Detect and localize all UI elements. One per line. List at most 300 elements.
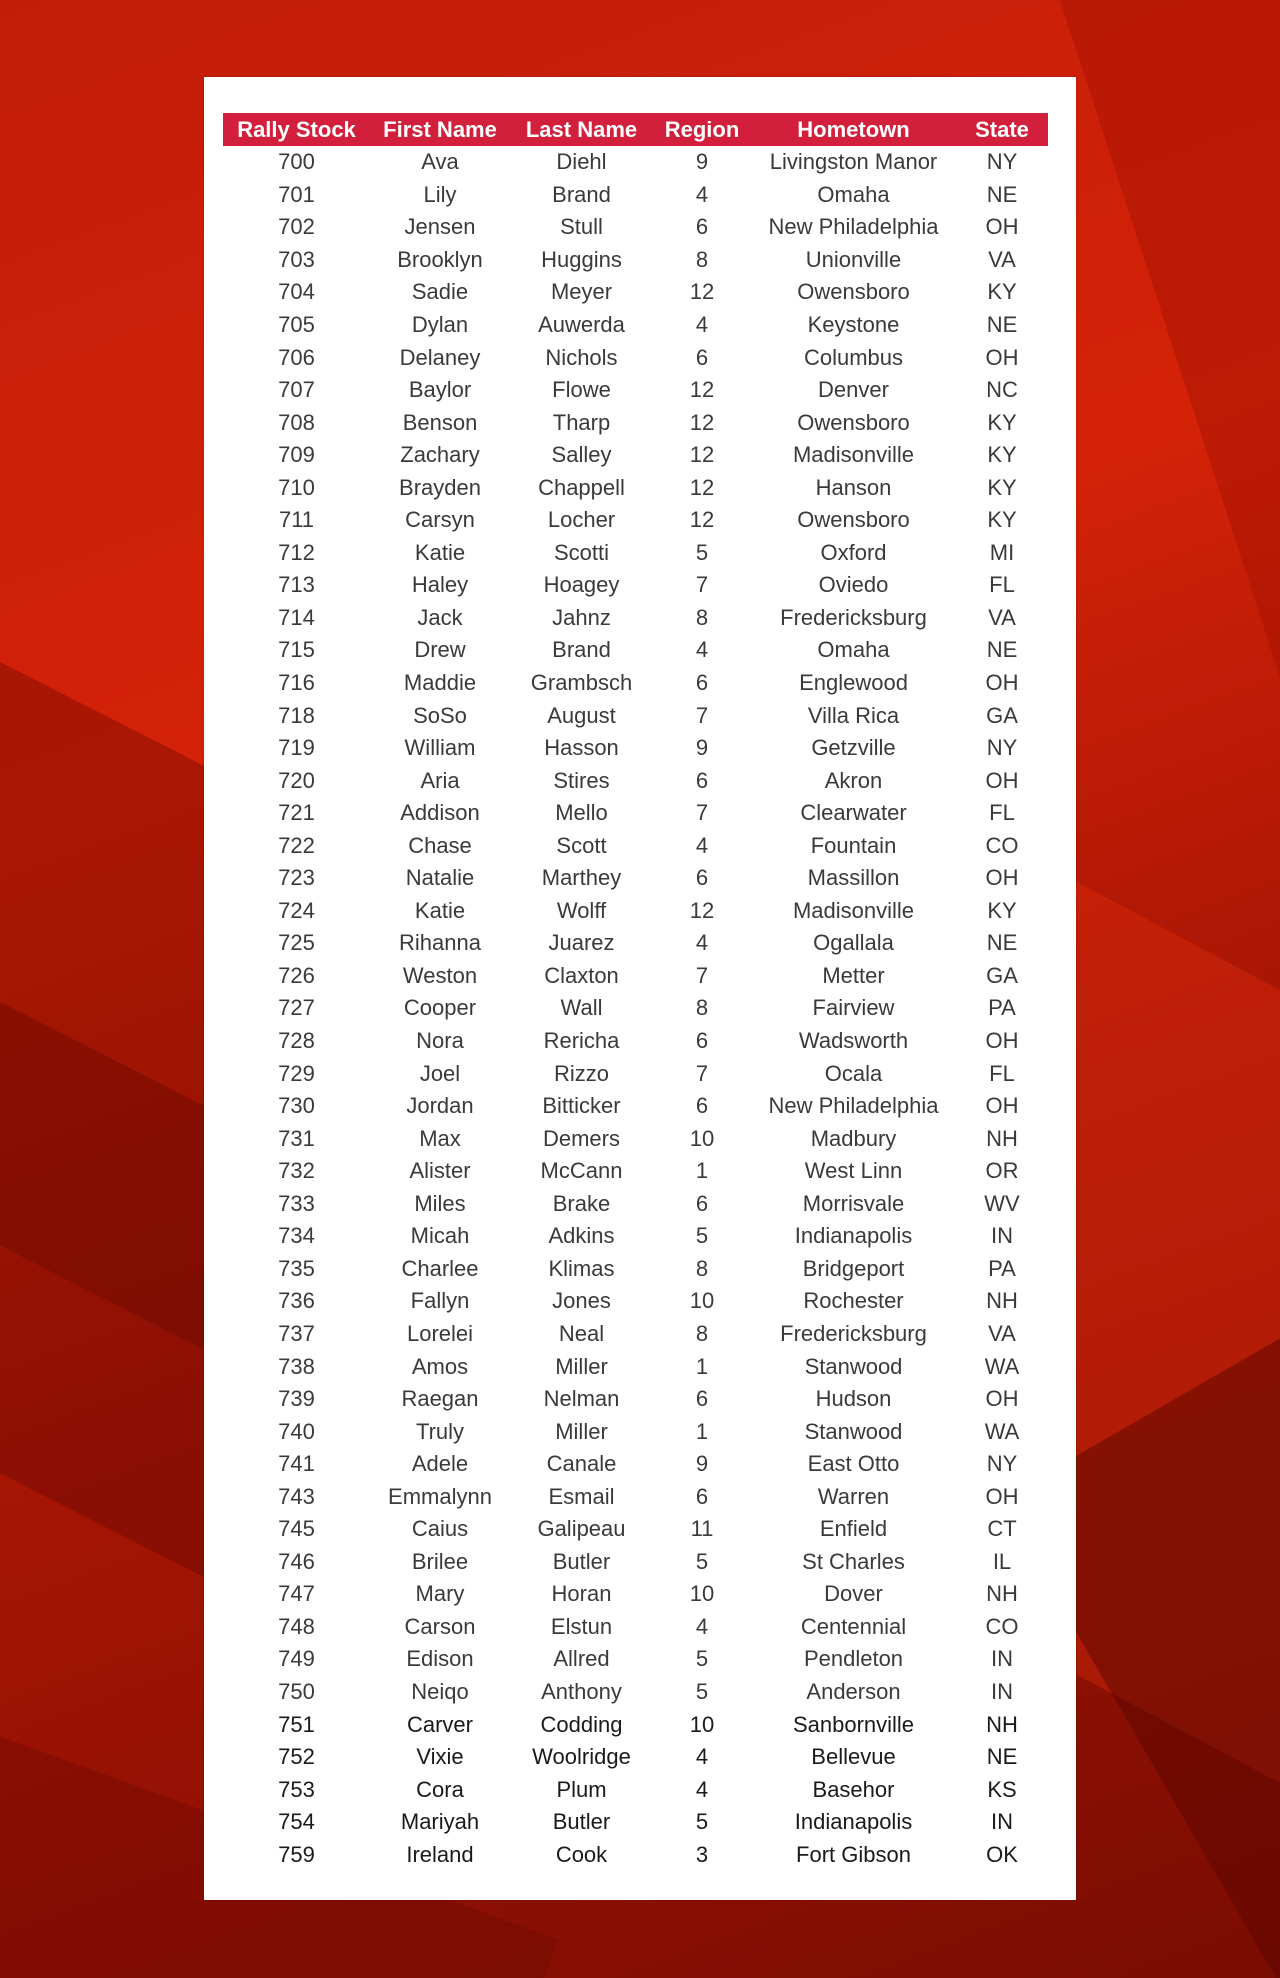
cell-hometown: St Charles — [802, 1548, 905, 1574]
cell-first-name: Maddie — [403, 670, 477, 696]
cell-rally-stock: 733 — [278, 1190, 315, 1216]
cell-rally-stock: 702 — [278, 214, 315, 240]
cell-last-name: Brake — [552, 1190, 611, 1216]
cell-region: 5 — [695, 1646, 709, 1672]
table-row — [223, 1708, 1048, 1741]
cell-region: 4 — [695, 930, 709, 956]
cell-last-name: Stull — [560, 214, 603, 240]
cell-region: 9 — [695, 1451, 709, 1477]
cell-rally-stock: 728 — [278, 1028, 315, 1054]
cell-last-name: Claxton — [544, 962, 619, 988]
cell-hometown: Wadsworth — [798, 1028, 909, 1054]
table-row — [223, 341, 1048, 374]
cell-region: 10 — [689, 1581, 715, 1607]
cell-state: OH — [985, 1483, 1019, 1509]
cell-hometown: Madbury — [810, 1125, 897, 1151]
cell-last-name: Locher — [547, 507, 616, 533]
cell-first-name: Carsyn — [405, 507, 475, 533]
cell-region: 4 — [695, 1744, 709, 1770]
cell-first-name: Mariyah — [400, 1809, 480, 1835]
cell-state: GA — [986, 962, 1018, 988]
cell-rally-stock: 711 — [278, 507, 315, 533]
cell-region: 6 — [695, 1190, 709, 1216]
cell-region: 8 — [695, 995, 709, 1021]
cell-state: NY — [986, 1451, 1018, 1477]
cell-rally-stock: 732 — [278, 1158, 315, 1184]
cell-region: 12 — [689, 409, 715, 435]
table-row — [223, 1155, 1048, 1188]
cell-region: 9 — [695, 735, 709, 761]
cell-rally-stock: 731 — [278, 1125, 315, 1151]
cell-hometown: Englewood — [799, 670, 908, 696]
cell-hometown: Madisonville — [792, 897, 915, 923]
cell-first-name: Aria — [420, 767, 460, 793]
table-row — [223, 1122, 1048, 1155]
cell-hometown: Fredericksburg — [780, 604, 927, 630]
cell-state: NY — [986, 149, 1018, 175]
cell-last-name: Canale — [546, 1451, 617, 1477]
cell-region: 6 — [695, 344, 709, 370]
cell-region: 3 — [695, 1841, 709, 1867]
cell-state: VA — [988, 246, 1016, 272]
cell-hometown: Ocala — [824, 1060, 883, 1086]
cell-hometown: Stanwood — [804, 1353, 903, 1379]
table-row — [223, 1253, 1048, 1286]
table-row — [223, 927, 1048, 960]
cell-first-name: Lorelei — [406, 1320, 474, 1346]
cell-last-name: Miller — [555, 1418, 608, 1444]
cell-first-name: Cora — [416, 1776, 464, 1802]
cell-hometown: Stanwood — [804, 1418, 903, 1444]
cell-last-name: Huggins — [541, 246, 622, 272]
table-row — [223, 179, 1048, 212]
cell-last-name: Nelman — [543, 1386, 620, 1412]
cell-state: KS — [987, 1776, 1017, 1802]
cell-state: NE — [986, 930, 1018, 956]
cell-last-name: Wall — [560, 995, 603, 1021]
cell-state: WA — [984, 1353, 1020, 1379]
table-row — [223, 1350, 1048, 1383]
cell-first-name: Delaney — [399, 344, 481, 370]
cell-rally-stock: 745 — [278, 1516, 315, 1542]
cell-last-name: Mello — [555, 800, 608, 826]
cell-state: NE — [986, 1744, 1018, 1770]
cell-last-name: August — [547, 702, 616, 728]
cell-last-name: Adkins — [548, 1223, 615, 1249]
cell-last-name: Rericha — [543, 1028, 620, 1054]
cell-state: NE — [986, 637, 1018, 663]
cell-last-name: Brand — [552, 637, 611, 663]
cell-first-name: Adele — [411, 1451, 469, 1477]
cell-rally-stock: 746 — [278, 1548, 315, 1574]
cell-hometown: Owensboro — [797, 507, 910, 533]
cell-region: 10 — [689, 1125, 715, 1151]
cell-hometown: Unionville — [805, 246, 902, 272]
cell-last-name: Tharp — [552, 409, 611, 435]
cell-first-name: Jordan — [406, 1093, 474, 1119]
cell-hometown: Indianapolis — [794, 1809, 913, 1835]
cell-hometown: Centennial — [800, 1613, 907, 1639]
cell-first-name: Carver — [406, 1711, 473, 1737]
cell-rally-stock: 720 — [278, 767, 315, 793]
cell-last-name: Jones — [552, 1288, 611, 1314]
cell-region: 6 — [695, 1483, 709, 1509]
cell-last-name: Jahnz — [552, 604, 611, 630]
table-row — [223, 667, 1048, 700]
cell-hometown: Fredericksburg — [780, 1320, 927, 1346]
cell-last-name: Wolff — [556, 897, 607, 923]
cell-last-name: Scotti — [553, 539, 610, 565]
cell-region: 5 — [695, 1809, 709, 1835]
table-row — [223, 992, 1048, 1025]
cell-last-name: Scott — [556, 832, 607, 858]
cell-first-name: Carson — [404, 1613, 476, 1639]
cell-rally-stock: 707 — [278, 377, 315, 403]
table-row — [223, 1318, 1048, 1351]
column-header-first-name: First Name — [370, 113, 510, 146]
cell-last-name: Hasson — [544, 735, 619, 761]
cell-rally-stock: 729 — [278, 1060, 315, 1086]
cell-region: 1 — [695, 1353, 709, 1379]
cell-rally-stock: 722 — [278, 832, 315, 858]
cell-first-name: Micah — [410, 1223, 470, 1249]
roster-card — [204, 77, 1076, 1900]
cell-hometown: Ogallala — [813, 930, 894, 956]
table-row — [223, 504, 1048, 537]
cell-region: 1 — [695, 1418, 709, 1444]
cell-rally-stock: 712 — [278, 539, 315, 565]
table-row — [223, 1383, 1048, 1416]
cell-region: 6 — [695, 214, 709, 240]
cell-first-name: Nora — [416, 1028, 464, 1054]
cell-rally-stock: 703 — [278, 246, 315, 272]
cell-hometown: New Philadelphia — [768, 214, 939, 240]
cell-hometown: Owensboro — [797, 279, 910, 305]
table-row — [223, 1513, 1048, 1546]
table-row — [223, 1480, 1048, 1513]
cell-region: 10 — [689, 1711, 715, 1737]
cell-rally-stock: 716 — [278, 670, 315, 696]
cell-first-name: SoSo — [413, 702, 467, 728]
cell-first-name: Lily — [423, 181, 457, 207]
cell-last-name: Juarez — [548, 930, 615, 956]
cell-region: 5 — [695, 1678, 709, 1704]
cell-rally-stock: 713 — [278, 572, 315, 598]
cell-first-name: Baylor — [408, 377, 472, 403]
cell-first-name: Natalie — [405, 865, 475, 891]
cell-first-name: Brilee — [411, 1548, 469, 1574]
cell-rally-stock: 724 — [278, 897, 315, 923]
table-row — [223, 1057, 1048, 1090]
cell-region: 12 — [689, 474, 715, 500]
cell-region: 4 — [695, 637, 709, 663]
cell-state: KY — [987, 897, 1017, 923]
table-row — [223, 1090, 1048, 1123]
cell-rally-stock: 723 — [278, 865, 315, 891]
table-row — [223, 439, 1048, 472]
cell-rally-stock: 718 — [278, 702, 315, 728]
cell-hometown: Clearwater — [800, 800, 907, 826]
cell-hometown: Oviedo — [818, 572, 889, 598]
table-header — [223, 113, 1048, 146]
table-row — [223, 244, 1048, 277]
cell-rally-stock: 740 — [278, 1418, 315, 1444]
cell-rally-stock: 727 — [278, 995, 315, 1021]
cell-rally-stock: 759 — [278, 1841, 315, 1867]
cell-region: 10 — [689, 1288, 715, 1314]
cell-state: NH — [986, 1288, 1018, 1314]
cell-last-name: Salley — [551, 442, 612, 468]
cell-region: 8 — [695, 246, 709, 272]
table-row — [223, 732, 1048, 765]
cell-state: OR — [985, 1158, 1019, 1184]
column-header-hometown: Hometown — [751, 113, 956, 146]
table-row — [223, 1806, 1048, 1839]
cell-last-name: Neal — [558, 1320, 605, 1346]
cell-first-name: Jensen — [404, 214, 476, 240]
column-header-region: Region — [653, 113, 751, 146]
table-row — [223, 1415, 1048, 1448]
cell-rally-stock: 701 — [278, 181, 315, 207]
table-row — [223, 862, 1048, 895]
cell-rally-stock: 747 — [278, 1581, 315, 1607]
cell-first-name: Ireland — [406, 1841, 474, 1867]
cell-first-name: Truly — [415, 1418, 465, 1444]
cell-region: 1 — [695, 1158, 709, 1184]
cell-region: 4 — [695, 312, 709, 337]
cell-first-name: Rihanna — [399, 930, 481, 956]
cell-last-name: Grambsch — [530, 670, 633, 696]
cell-state: KY — [987, 409, 1017, 435]
cell-last-name: Meyer — [550, 279, 613, 305]
cell-state: MI — [989, 539, 1015, 565]
cell-first-name: Alister — [409, 1158, 471, 1184]
table-row — [223, 1676, 1048, 1709]
cell-first-name: Jack — [417, 604, 463, 630]
cell-rally-stock: 700 — [278, 149, 315, 175]
cell-region: 6 — [695, 1386, 709, 1412]
cell-region: 4 — [695, 1776, 709, 1802]
cell-region: 7 — [695, 1060, 709, 1086]
column-header-rally-stock: Rally Stock — [223, 113, 370, 146]
table-row — [223, 276, 1048, 309]
cell-hometown: Basehor — [812, 1776, 895, 1802]
cell-region: 6 — [695, 1028, 709, 1054]
cell-region: 7 — [695, 702, 709, 728]
cell-first-name: Weston — [402, 962, 478, 988]
table-body — [223, 146, 1048, 1871]
cell-hometown: Bridgeport — [802, 1255, 905, 1281]
table-row — [223, 1448, 1048, 1481]
cell-first-name: Joel — [419, 1060, 461, 1086]
cell-state: NH — [986, 1581, 1018, 1607]
cell-first-name: Edison — [406, 1646, 474, 1672]
cell-rally-stock: 753 — [278, 1776, 315, 1802]
cell-region: 6 — [695, 670, 709, 696]
cell-state: IN — [991, 1646, 1013, 1672]
cell-first-name: Ava — [421, 149, 459, 175]
table-row — [223, 764, 1048, 797]
cell-hometown: Getzville — [811, 735, 896, 761]
cell-hometown: Madisonville — [792, 442, 915, 468]
cell-rally-stock: 741 — [278, 1451, 315, 1477]
cell-region: 4 — [695, 1613, 709, 1639]
table-row — [223, 471, 1048, 504]
cell-first-name: Neiqo — [411, 1678, 469, 1704]
cell-hometown: Omaha — [817, 637, 890, 663]
cell-last-name: Demers — [542, 1125, 620, 1151]
cell-last-name: Butler — [552, 1809, 611, 1835]
cell-hometown: Metter — [822, 962, 885, 988]
cell-last-name: Horan — [551, 1581, 612, 1607]
cell-first-name: Zachary — [400, 442, 480, 468]
cell-last-name: Bitticker — [542, 1093, 621, 1119]
cell-rally-stock: 730 — [278, 1093, 315, 1119]
cell-last-name: Woolridge — [532, 1744, 631, 1770]
table-row — [223, 1220, 1048, 1253]
cell-last-name: Rizzo — [553, 1060, 609, 1086]
cell-last-name: Plum — [556, 1776, 607, 1802]
cell-rally-stock: 719 — [278, 735, 315, 761]
cell-state: IL — [992, 1548, 1012, 1574]
cell-first-name: Cooper — [403, 995, 477, 1021]
cell-first-name: Sadie — [411, 279, 469, 305]
cell-first-name: Dylan — [411, 312, 469, 337]
table-row — [223, 1741, 1048, 1774]
cell-last-name: Auwerda — [538, 312, 625, 337]
cell-hometown: Hudson — [815, 1386, 892, 1412]
cell-state: GA — [986, 702, 1018, 728]
cell-hometown: Enfield — [819, 1516, 888, 1542]
cell-state: CT — [987, 1516, 1017, 1542]
table-row — [223, 211, 1048, 244]
cell-region: 12 — [689, 507, 715, 533]
cell-state: FL — [989, 1060, 1015, 1086]
cell-rally-stock: 751 — [278, 1711, 315, 1737]
cell-first-name: Brayden — [399, 474, 481, 500]
cell-first-name: Katie — [414, 539, 466, 565]
cell-region: 8 — [695, 604, 709, 630]
cell-rally-stock: 750 — [278, 1678, 315, 1704]
cell-first-name: Vixie — [416, 1744, 464, 1770]
cell-region: 6 — [695, 865, 709, 891]
cell-last-name: Cook — [555, 1841, 608, 1867]
cell-hometown: East Otto — [807, 1451, 900, 1477]
cell-rally-stock: 738 — [278, 1353, 315, 1379]
cell-state: NC — [986, 377, 1018, 403]
cell-hometown: Rochester — [803, 1288, 904, 1314]
cell-first-name: Benson — [402, 409, 478, 435]
cell-hometown: Sanbornville — [792, 1711, 915, 1737]
cell-rally-stock: 752 — [278, 1744, 315, 1770]
cell-rally-stock: 704 — [278, 279, 315, 305]
cell-hometown: West Linn — [804, 1158, 903, 1184]
cell-state: OH — [985, 214, 1019, 240]
cell-rally-stock: 705 — [278, 312, 315, 337]
cell-first-name: Caius — [411, 1516, 469, 1542]
cell-hometown: Indianapolis — [794, 1223, 913, 1249]
cell-first-name: Charlee — [401, 1255, 479, 1281]
cell-hometown: Morrisvale — [802, 1190, 905, 1216]
cell-region: 4 — [695, 181, 709, 207]
cell-last-name: Elstun — [550, 1613, 613, 1639]
cell-state: OH — [985, 1386, 1019, 1412]
table-row — [223, 1546, 1048, 1579]
cell-rally-stock: 709 — [278, 442, 315, 468]
table-row — [223, 960, 1048, 993]
cell-hometown: New Philadelphia — [768, 1093, 939, 1119]
cell-rally-stock: 708 — [278, 409, 315, 435]
cell-state: IN — [991, 1223, 1013, 1249]
table-row — [223, 374, 1048, 407]
cell-hometown: Omaha — [817, 181, 890, 207]
cell-region: 8 — [695, 1255, 709, 1281]
cell-region: 6 — [695, 1093, 709, 1119]
table-row — [223, 829, 1048, 862]
cell-region: 5 — [695, 1548, 709, 1574]
cell-state: VA — [988, 1320, 1016, 1346]
cell-rally-stock: 735 — [278, 1255, 315, 1281]
cell-first-name: Max — [419, 1125, 461, 1151]
cell-last-name: Codding — [540, 1711, 623, 1737]
cell-last-name: Chappell — [538, 474, 625, 500]
cell-region: 7 — [695, 572, 709, 598]
cell-state: KY — [987, 279, 1017, 305]
cell-state: OK — [986, 1841, 1018, 1867]
cell-last-name: Marthey — [541, 865, 622, 891]
table-row — [223, 537, 1048, 570]
cell-state: PA — [988, 1255, 1016, 1281]
cell-hometown: Hanson — [815, 474, 892, 500]
table-row — [223, 895, 1048, 928]
cell-region: 4 — [695, 832, 709, 858]
cell-state: OH — [985, 865, 1019, 891]
cell-rally-stock: 710 — [278, 474, 315, 500]
cell-region: 12 — [689, 279, 715, 305]
cell-hometown: Keystone — [807, 312, 900, 337]
cell-state: WA — [984, 1418, 1020, 1444]
table-row — [223, 1643, 1048, 1676]
table-row — [223, 1838, 1048, 1871]
cell-rally-stock: 736 — [278, 1288, 315, 1314]
cell-state: NY — [986, 735, 1018, 761]
cell-state: OH — [985, 1028, 1019, 1054]
cell-region: 6 — [695, 767, 709, 793]
table-row — [223, 1773, 1048, 1806]
table-row — [223, 309, 1048, 342]
cell-state: CO — [985, 832, 1019, 858]
cell-region: 11 — [690, 1516, 714, 1542]
cell-region: 5 — [695, 1223, 709, 1249]
cell-region: 12 — [689, 377, 715, 403]
cell-state: KY — [987, 474, 1017, 500]
cell-hometown: Warren — [817, 1483, 890, 1509]
cell-state: OH — [985, 1093, 1019, 1119]
cell-rally-stock: 734 — [278, 1223, 315, 1249]
table-row — [223, 146, 1048, 179]
cell-last-name: Allred — [553, 1646, 610, 1672]
cell-first-name: William — [404, 735, 476, 761]
table-row — [223, 699, 1048, 732]
cell-rally-stock: 721 — [278, 800, 315, 826]
cell-rally-stock: 706 — [278, 344, 315, 370]
table-row — [223, 1285, 1048, 1318]
cell-state: OH — [985, 344, 1019, 370]
cell-hometown: Villa Rica — [807, 702, 900, 728]
table-row — [223, 634, 1048, 667]
cell-first-name: Addison — [400, 800, 480, 826]
cell-hometown: Denver — [818, 377, 889, 403]
